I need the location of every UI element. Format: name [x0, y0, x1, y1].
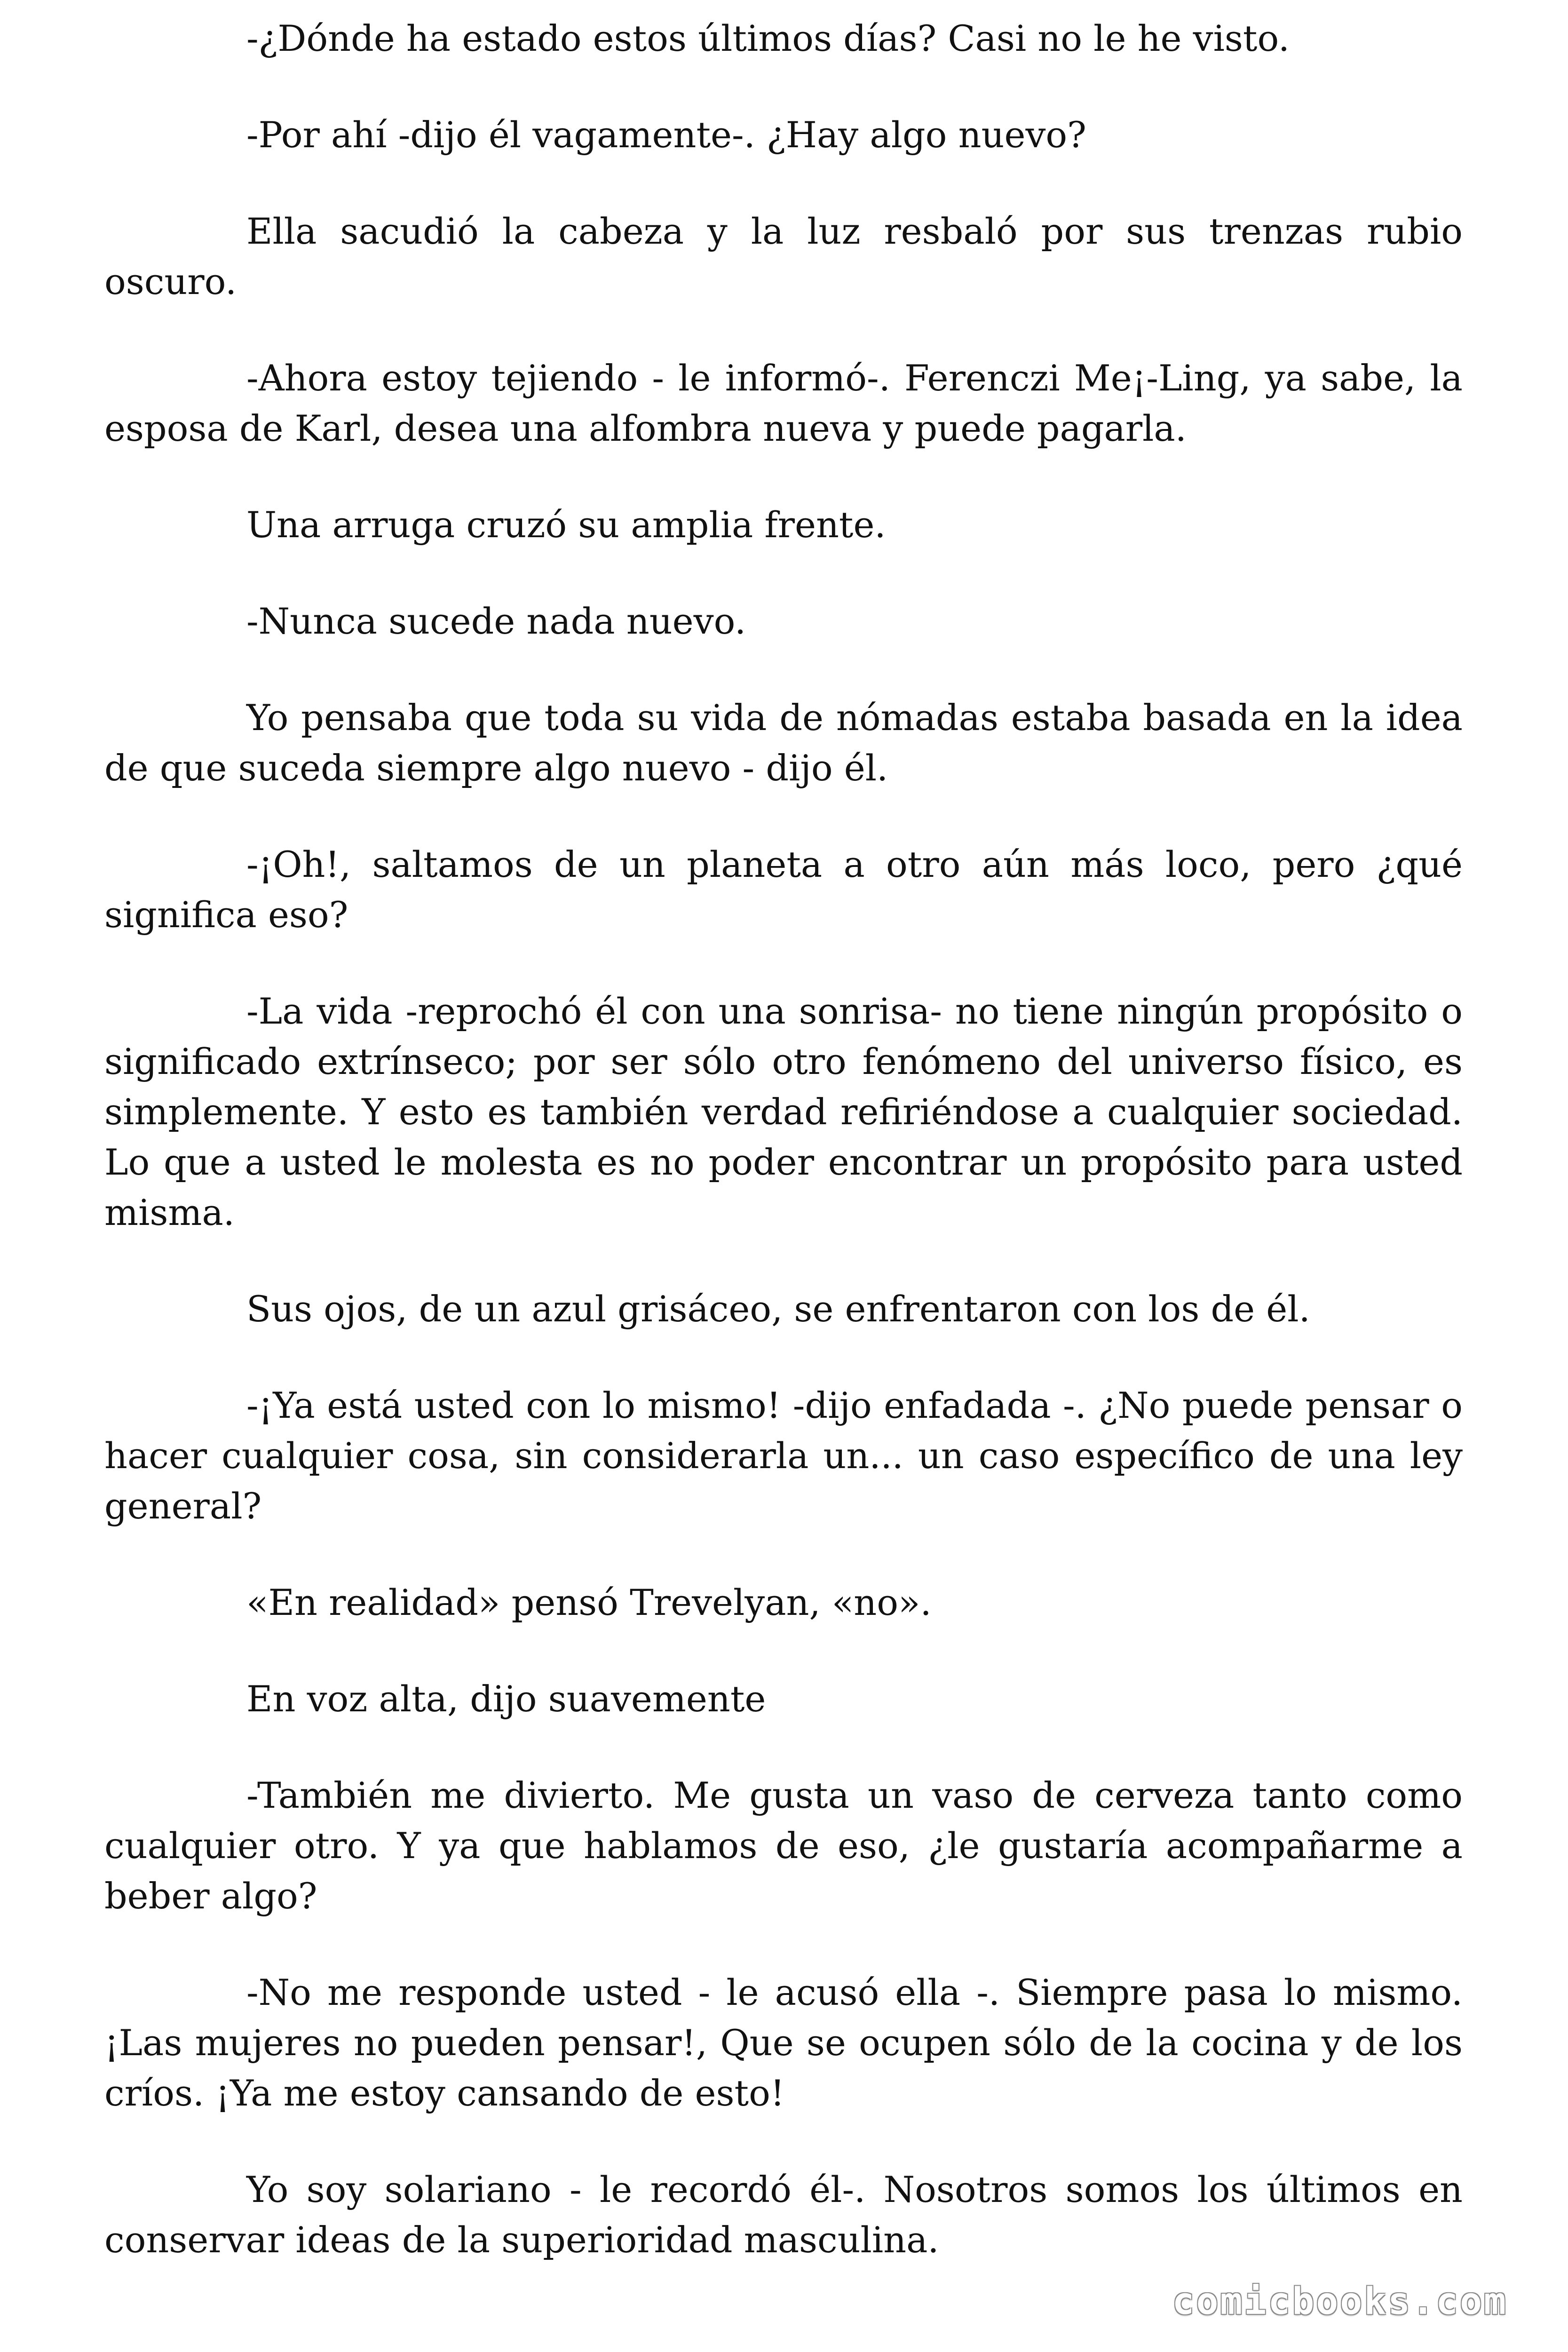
paragraph: Sus ojos, de un azul grisáceo, se enfrentaron con los de él.	[246, 1288, 1310, 1330]
paragraph: Yo pensaba que toda su vida de nómadas estaba basada en la idea de que suceda siempre algo nuevo - dijo él.	[104, 697, 1463, 789]
paragraph: -¡Oh!, saltamos de un planeta a otro aún más loco, pero ¿qué significa eso?	[104, 843, 1463, 936]
paragraph: -¿Dónde ha estado estos últimos días? Casi no le he visto.	[246, 17, 1290, 59]
paragraph: -Ahora estoy tejiendo - le informó-. Ferenczi Me¡-Ling, ya sabe, la esposa de Karl, desea una alfombra nueva y puede pagarla.	[104, 357, 1463, 449]
paragraph: -También me divierto. Me gusta un vaso de cerveza tanto como cualquier otro. Y ya que hablamos de eso, ¿le gustaría acompañarme a beber algo?	[104, 1774, 1463, 1917]
paragraph: Yo soy solariano - le recordó él-. Nosotros somos los últimos en conservar ideas de la superioridad masculina.	[104, 2169, 1463, 2261]
watermark-logo: comicbooks.com	[1172, 2280, 1508, 2323]
paragraph: -La vida -reprochó él con una sonrisa- no tiene ningún propósito o significado extrínseco; por ser sólo otro fenómeno del universo físico, es simplemente. Y esto es también verdad refiriéndose a cualquier sociedad. Lo que a usted le molesta es no poder encontrar un propósito para usted misma.	[104, 990, 1463, 1233]
paragraph: -¡Ya está usted con lo mismo! -dijo enfadada -. ¿No puede pensar o hacer cualquier cosa, sin considerarla un... un caso específico de una ley general?	[104, 1384, 1463, 1527]
paragraph: En voz alta, dijo suavemente	[246, 1678, 766, 1720]
paragraph: -Nunca sucede nada nuevo.	[246, 600, 746, 642]
paragraph: -Por ahí -dijo él vagamente-. ¿Hay algo nuevo?	[246, 114, 1086, 156]
page-text	[104, 13, 1463, 2311]
paragraph: Ella sacudió la cabeza y la luz resbaló por sus trenzas rubio oscuro.	[104, 210, 1463, 302]
paragraph: Una arruga cruzó su amplia frente.	[246, 504, 886, 546]
paragraph: -No me responde usted - le acusó ella -. Siempre pasa lo mismo. ¡Las mujeres no pueden pensar!, Que se ocupen sólo de la cocina y de los críos. ¡Ya me estoy cansando de esto!	[104, 1971, 1463, 2114]
paragraph: «En realidad» pensó Trevelyan, «no».	[246, 1581, 932, 1623]
